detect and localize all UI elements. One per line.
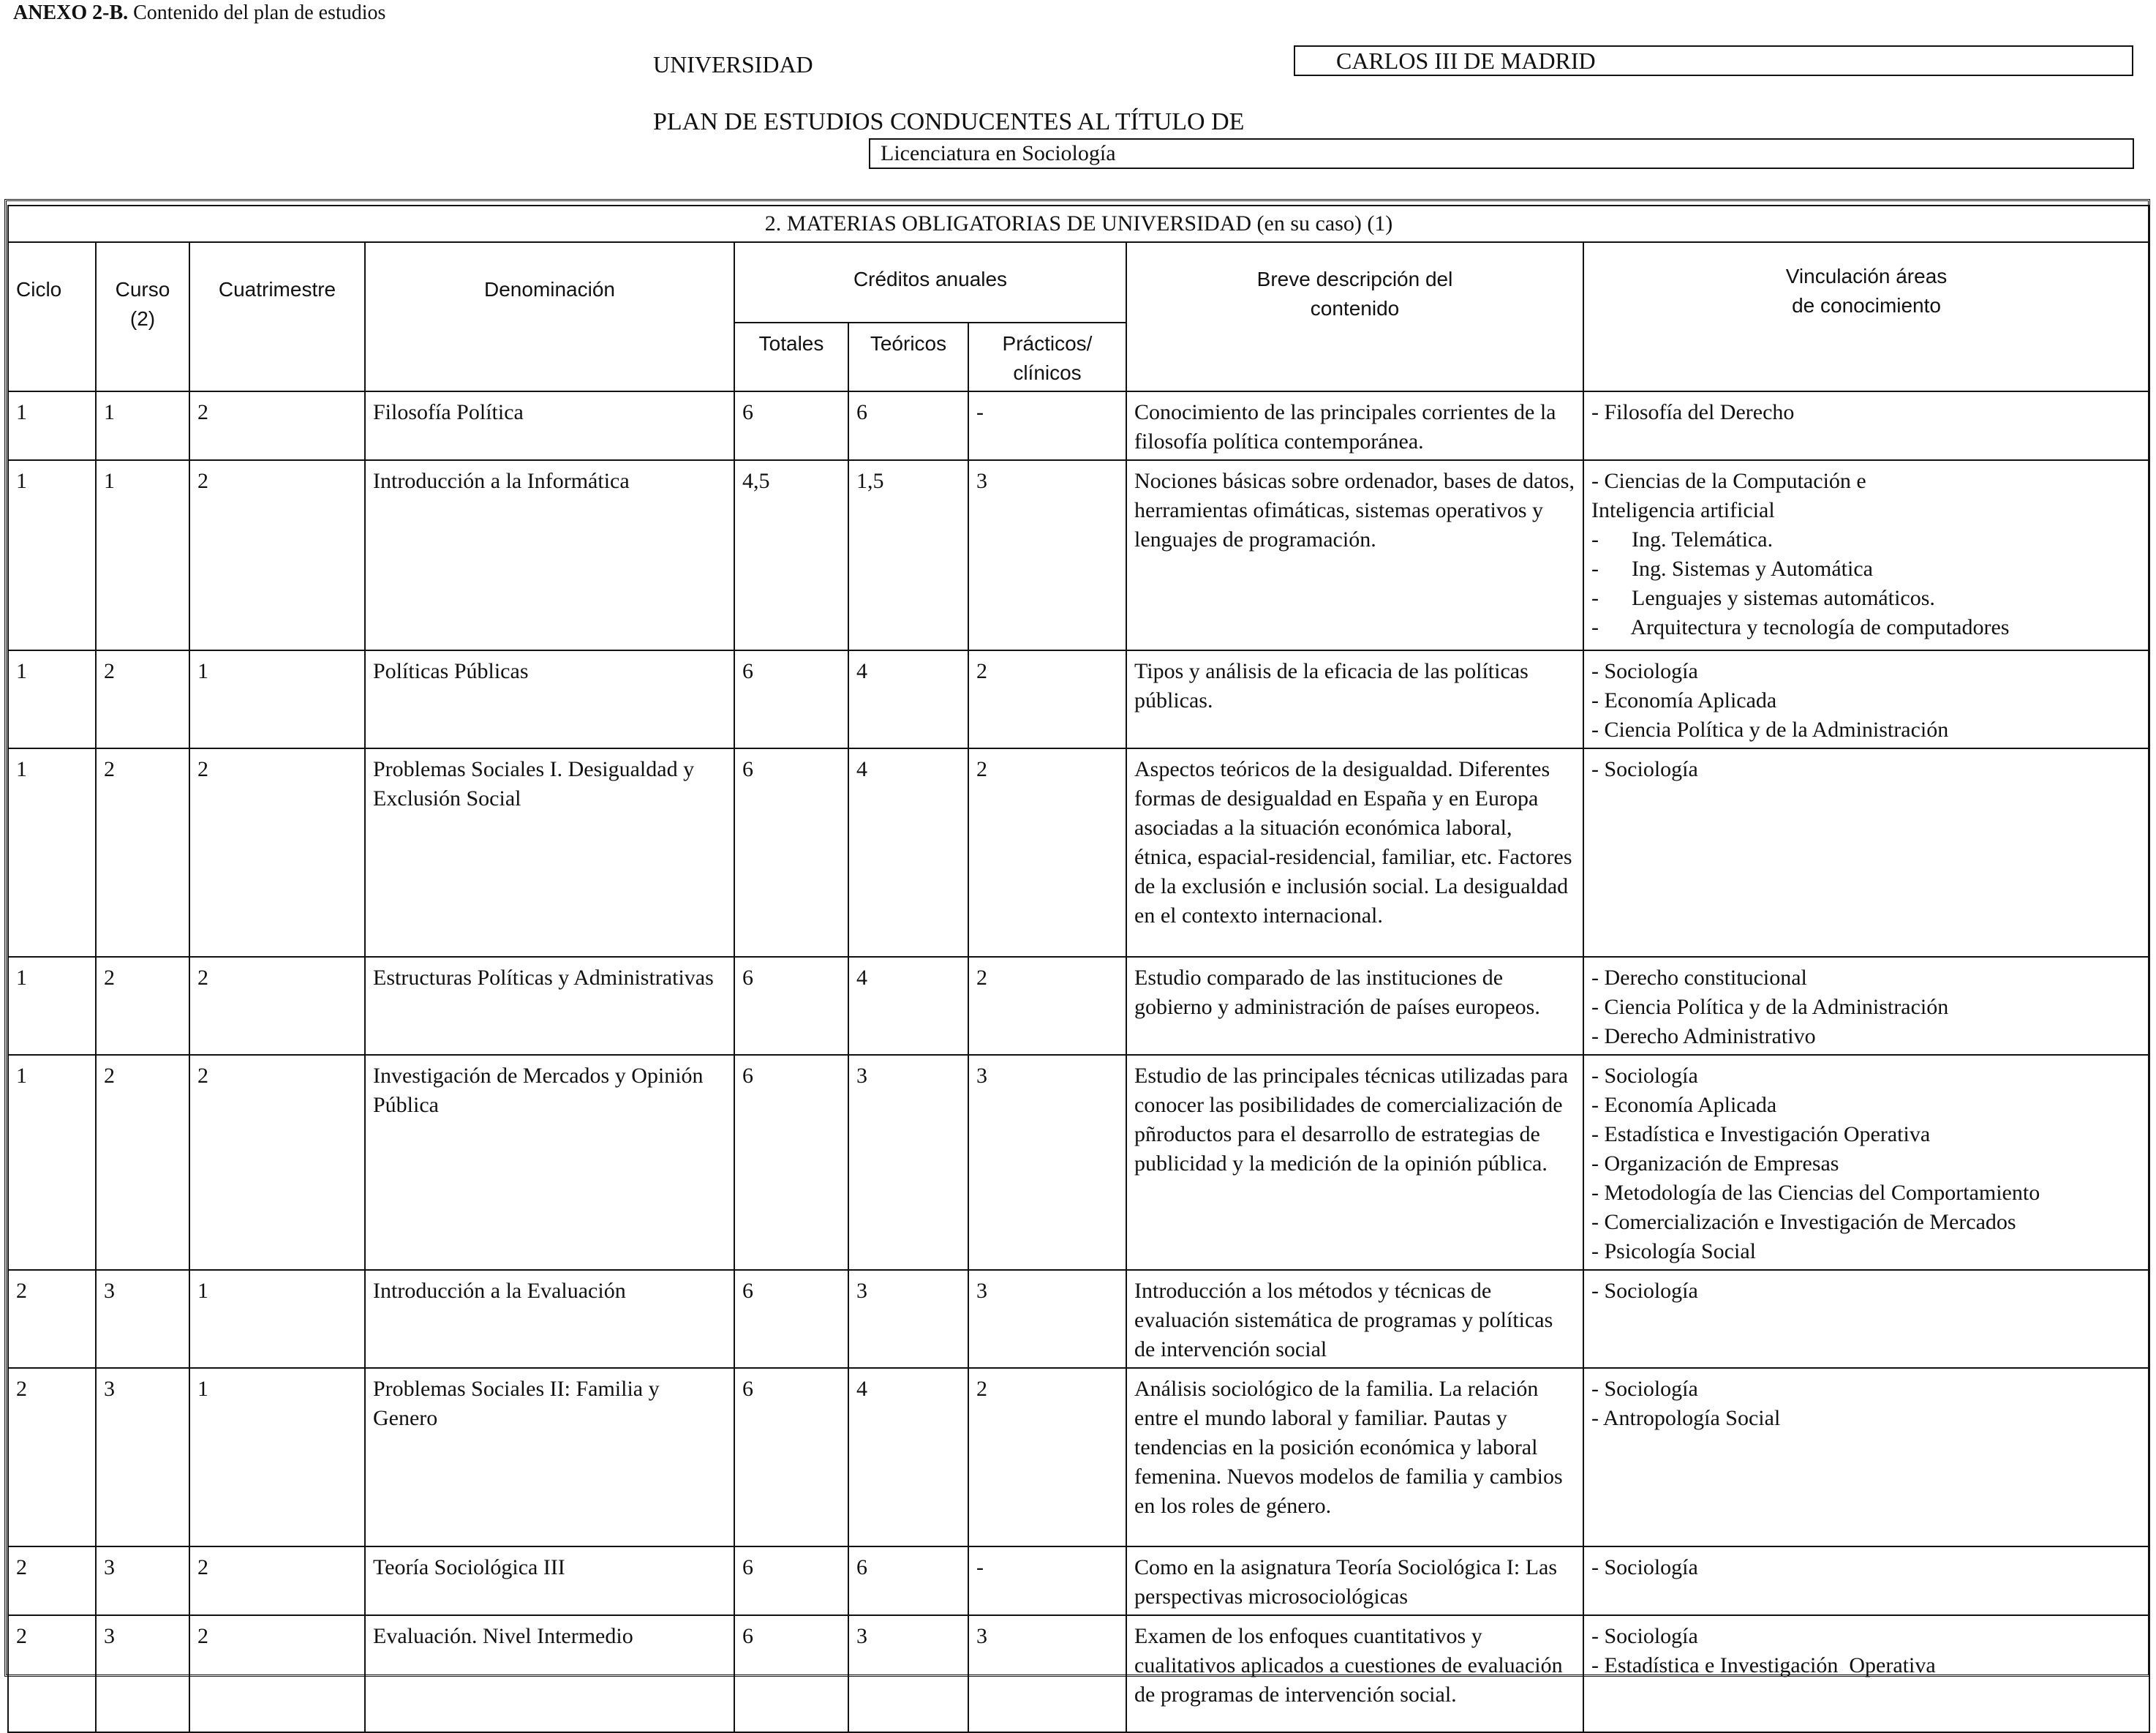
area-item: - Derecho Administrativo bbox=[1591, 1024, 1816, 1048]
cell-curso: 2 bbox=[96, 650, 189, 748]
cell-areas bbox=[1583, 1270, 2149, 1368]
cell-teoricos: 1,5 bbox=[848, 460, 968, 650]
cell-teoricos: 4 bbox=[848, 748, 968, 957]
cell-ciclo: 1 bbox=[8, 1055, 96, 1270]
cell-practicos: - bbox=[968, 391, 1126, 460]
area-item: - Organización de Empresas bbox=[1591, 1151, 1839, 1176]
cell-descripcion: Tipos y análisis de la eficacia de las políticas públicas. bbox=[1126, 650, 1583, 748]
cell-ciclo: 1 bbox=[8, 748, 96, 957]
cell-curso: 2 bbox=[96, 957, 189, 1055]
cell-cuatrimestre: 2 bbox=[189, 957, 365, 1055]
annex-heading bbox=[13, 1, 385, 25]
cell-denominacion: Problemas Sociales I. Desigualdad y Exclusión Social bbox=[365, 748, 734, 957]
cell-cuatrimestre: 1 bbox=[189, 650, 365, 748]
cell-areas bbox=[1583, 1546, 2149, 1615]
cell-curso: 3 bbox=[96, 1546, 189, 1615]
cell-curso: 3 bbox=[96, 1368, 189, 1546]
cell-teoricos: 6 bbox=[848, 1546, 968, 1615]
cell-ciclo: 2 bbox=[8, 1615, 96, 1732]
cell-areas bbox=[1583, 1615, 2149, 1732]
table-row bbox=[8, 1546, 2149, 1615]
area-item: - Sociología bbox=[1591, 1555, 1698, 1579]
table-caption: 2. MATERIAS OBLIGATORIAS DE UNIVERSIDAD (en su caso) (1) bbox=[8, 206, 2149, 242]
cell-denominacion: Introducción a la Evaluación bbox=[365, 1270, 734, 1368]
col-practicos: Prácticos/ clínicos bbox=[968, 323, 1126, 391]
area-item: - Ciencia Política y de la Administración bbox=[1591, 995, 1949, 1019]
cell-cuatrimestre: 1 bbox=[189, 1368, 365, 1546]
cell-totales: 6 bbox=[734, 1368, 848, 1546]
cell-practicos: 2 bbox=[968, 650, 1126, 748]
cell-ciclo: 1 bbox=[8, 957, 96, 1055]
table-row bbox=[8, 391, 2149, 460]
cell-curso: 2 bbox=[96, 1055, 189, 1270]
cell-ciclo: 2 bbox=[8, 1368, 96, 1546]
cell-ciclo: 1 bbox=[8, 391, 96, 460]
area-item: - Estadística e Investigación Operativa bbox=[1591, 1122, 1931, 1146]
cell-cuatrimestre: 2 bbox=[189, 391, 365, 460]
cell-totales: 6 bbox=[734, 1615, 848, 1732]
cell-descripcion: Aspectos teóricos de la desigualdad. Diferentes formas de desigualdad en España y en Europa asociadas a la situación económica laboral, étnica, espacial-residencial, familiar, etc. Factores de la exclusión e inclusión social. La desigualdad en el contexto internacional. bbox=[1126, 748, 1583, 957]
table-row bbox=[8, 1055, 2149, 1270]
col-teoricos: Teóricos bbox=[848, 323, 968, 391]
area-item: - Ing. Telemática. bbox=[1591, 527, 1774, 552]
cell-descripcion: Estudio comparado de las instituciones de gobierno y administración de países europeos. bbox=[1126, 957, 1583, 1055]
area-item: - Economía Aplicada bbox=[1591, 1093, 1777, 1117]
cell-cuatrimestre: 2 bbox=[189, 460, 365, 650]
area-item: - Antropología Social bbox=[1591, 1406, 1781, 1430]
annex-number: ANEXO 2-B. bbox=[13, 1, 129, 24]
cell-descripcion: Conocimiento de las principales corrientes de la filosofía política contemporánea. bbox=[1126, 391, 1583, 460]
cell-denominacion: Problemas Sociales II: Familia y Genero bbox=[365, 1368, 734, 1546]
cell-curso: 1 bbox=[96, 391, 189, 460]
cell-totales: 4,5 bbox=[734, 460, 848, 650]
area-item: Inteligencia artificial bbox=[1591, 498, 1775, 522]
cell-denominacion: Introducción a la Informática bbox=[365, 460, 734, 650]
cell-practicos: - bbox=[968, 1546, 1126, 1615]
cell-curso: 3 bbox=[96, 1270, 189, 1368]
cell-denominacion: Investigación de Mercados y Opinión Pública bbox=[365, 1055, 734, 1270]
cell-curso: 3 bbox=[96, 1615, 189, 1732]
cell-areas bbox=[1583, 460, 2149, 650]
area-item: - Sociología bbox=[1591, 1279, 1698, 1303]
cell-practicos: 3 bbox=[968, 460, 1126, 650]
table-row bbox=[8, 650, 2149, 748]
annex-text: Contenido del plan de estudios bbox=[133, 1, 386, 24]
cell-areas bbox=[1583, 1368, 2149, 1546]
area-item: - Metodología de las Ciencias del Comportamiento bbox=[1591, 1181, 2040, 1205]
col-curso: Curso (2) bbox=[96, 242, 189, 391]
cell-curso: 2 bbox=[96, 748, 189, 957]
area-item: - Sociología bbox=[1591, 1624, 1698, 1648]
col-areas: Vinculación áreas de conocimiento bbox=[1583, 242, 2149, 391]
cell-descripcion: Examen de los enfoques cuantitativos y cualitativos aplicados a cuestiones de evaluación de programas de intervención social. bbox=[1126, 1615, 1583, 1732]
area-item: - Sociología bbox=[1591, 757, 1698, 781]
area-item: - Psicología Social bbox=[1591, 1239, 1756, 1263]
cell-teoricos: 4 bbox=[848, 1368, 968, 1546]
university-label: UNIVERSIDAD bbox=[653, 51, 813, 78]
cell-denominacion: Filosofía Política bbox=[365, 391, 734, 460]
cell-totales: 6 bbox=[734, 391, 848, 460]
cell-descripcion: Estudio de las principales técnicas utilizadas para conocer las posibilidades de comercialización de pñroductos para el desarrollo de estrategias de publicidad y la medición de la opinión pública. bbox=[1126, 1055, 1583, 1270]
cell-teoricos: 3 bbox=[848, 1615, 968, 1732]
col-descripcion: Breve descripción del contenido bbox=[1126, 242, 1583, 391]
cell-ciclo: 1 bbox=[8, 460, 96, 650]
area-item: - Derecho constitucional bbox=[1591, 966, 1807, 990]
table-row bbox=[8, 1615, 2149, 1732]
cell-totales: 6 bbox=[734, 1055, 848, 1270]
subjects-table bbox=[7, 205, 2150, 1733]
area-item: - Ciencias de la Computación e bbox=[1591, 469, 1866, 493]
cell-teoricos: 3 bbox=[848, 1270, 968, 1368]
cell-teoricos: 4 bbox=[848, 650, 968, 748]
cell-totales: 6 bbox=[734, 1270, 848, 1368]
col-creditos-anuales: Créditos anuales bbox=[734, 242, 1126, 323]
area-item: - Comercialización e Investigación de Mercados bbox=[1591, 1210, 2016, 1234]
area-item: - Ing. Sistemas y Automática bbox=[1591, 557, 1873, 581]
plan-label: PLAN DE ESTUDIOS CONDUCENTES AL TÍTULO DE bbox=[653, 108, 1245, 135]
col-denominacion: Denominación bbox=[365, 242, 734, 391]
area-item: - Economía Aplicada bbox=[1591, 688, 1777, 713]
area-item: - Sociología bbox=[1591, 1064, 1698, 1088]
cell-cuatrimestre: 2 bbox=[189, 1615, 365, 1732]
cell-descripcion: Nociones básicas sobre ordenador, bases de datos, herramientas ofimáticas, sistemas operativos y lenguajes de programación. bbox=[1126, 460, 1583, 650]
cell-teoricos: 4 bbox=[848, 957, 968, 1055]
cell-practicos: 2 bbox=[968, 748, 1126, 957]
cell-areas bbox=[1583, 391, 2149, 460]
cell-practicos: 2 bbox=[968, 957, 1126, 1055]
area-item: - Sociología bbox=[1591, 1377, 1698, 1401]
cell-areas bbox=[1583, 957, 2149, 1055]
cell-cuatrimestre: 2 bbox=[189, 1546, 365, 1615]
cell-teoricos: 3 bbox=[848, 1055, 968, 1270]
col-ciclo: Ciclo bbox=[8, 242, 96, 391]
degree-title-box: Licenciatura en Sociología bbox=[869, 138, 2134, 169]
cell-teoricos: 6 bbox=[848, 391, 968, 460]
cell-practicos: 3 bbox=[968, 1270, 1126, 1368]
cell-ciclo: 2 bbox=[8, 1546, 96, 1615]
area-item: - Arquitectura y tecnología de computadores bbox=[1591, 615, 2010, 639]
cell-areas bbox=[1583, 1055, 2149, 1270]
cell-areas bbox=[1583, 650, 2149, 748]
cell-denominacion: Teoría Sociológica III bbox=[365, 1546, 734, 1615]
area-item: - Lenguajes y sistemas automáticos. bbox=[1591, 586, 1935, 610]
area-item: - Sociología bbox=[1591, 659, 1698, 683]
cell-totales: 6 bbox=[734, 748, 848, 957]
cell-curso: 1 bbox=[96, 460, 189, 650]
col-cuatrimestre: Cuatrimestre bbox=[189, 242, 365, 391]
table-row bbox=[8, 748, 2149, 957]
cell-cuatrimestre: 2 bbox=[189, 1055, 365, 1270]
cell-totales: 6 bbox=[734, 650, 848, 748]
col-totales: Totales bbox=[734, 323, 848, 391]
cell-totales: 6 bbox=[734, 957, 848, 1055]
table-row bbox=[8, 1368, 2149, 1546]
cell-denominacion: Evaluación. Nivel Intermedio bbox=[365, 1615, 734, 1732]
area-item: - Estadística e Investigación Operativa bbox=[1591, 1653, 1936, 1677]
cell-practicos: 2 bbox=[968, 1368, 1126, 1546]
university-name-box: CARLOS III DE MADRID bbox=[1294, 45, 2133, 76]
cell-descripcion: Introducción a los métodos y técnicas de evaluación sistemática de programas y políticas de intervención social bbox=[1126, 1270, 1583, 1368]
cell-cuatrimestre: 2 bbox=[189, 748, 365, 957]
table-row bbox=[8, 1270, 2149, 1368]
cell-cuatrimestre: 1 bbox=[189, 1270, 365, 1368]
area-item: - Ciencia Política y de la Administración bbox=[1591, 718, 1949, 742]
cell-ciclo: 1 bbox=[8, 650, 96, 748]
cell-denominacion: Estructuras Políticas y Administrativas bbox=[365, 957, 734, 1055]
cell-descripcion: Análisis sociológico de la familia. La relación entre el mundo laboral y familiar. Pautas y tendencias en la posición económica y laboral femenina. Nuevos modelos de familia y cambios en los roles de género. bbox=[1126, 1368, 1583, 1546]
table-row bbox=[8, 460, 2149, 650]
cell-descripcion: Como en la asignatura Teoría Sociológica I: Las perspectivas microsociológicas bbox=[1126, 1546, 1583, 1615]
cell-practicos: 3 bbox=[968, 1615, 1126, 1732]
cell-totales: 6 bbox=[734, 1546, 848, 1615]
table-row bbox=[8, 957, 2149, 1055]
cell-denominacion: Políticas Públicas bbox=[365, 650, 734, 748]
area-item: - Filosofía del Derecho bbox=[1591, 400, 1795, 424]
cell-ciclo: 2 bbox=[8, 1270, 96, 1368]
cell-practicos: 3 bbox=[968, 1055, 1126, 1270]
cell-areas bbox=[1583, 748, 2149, 957]
